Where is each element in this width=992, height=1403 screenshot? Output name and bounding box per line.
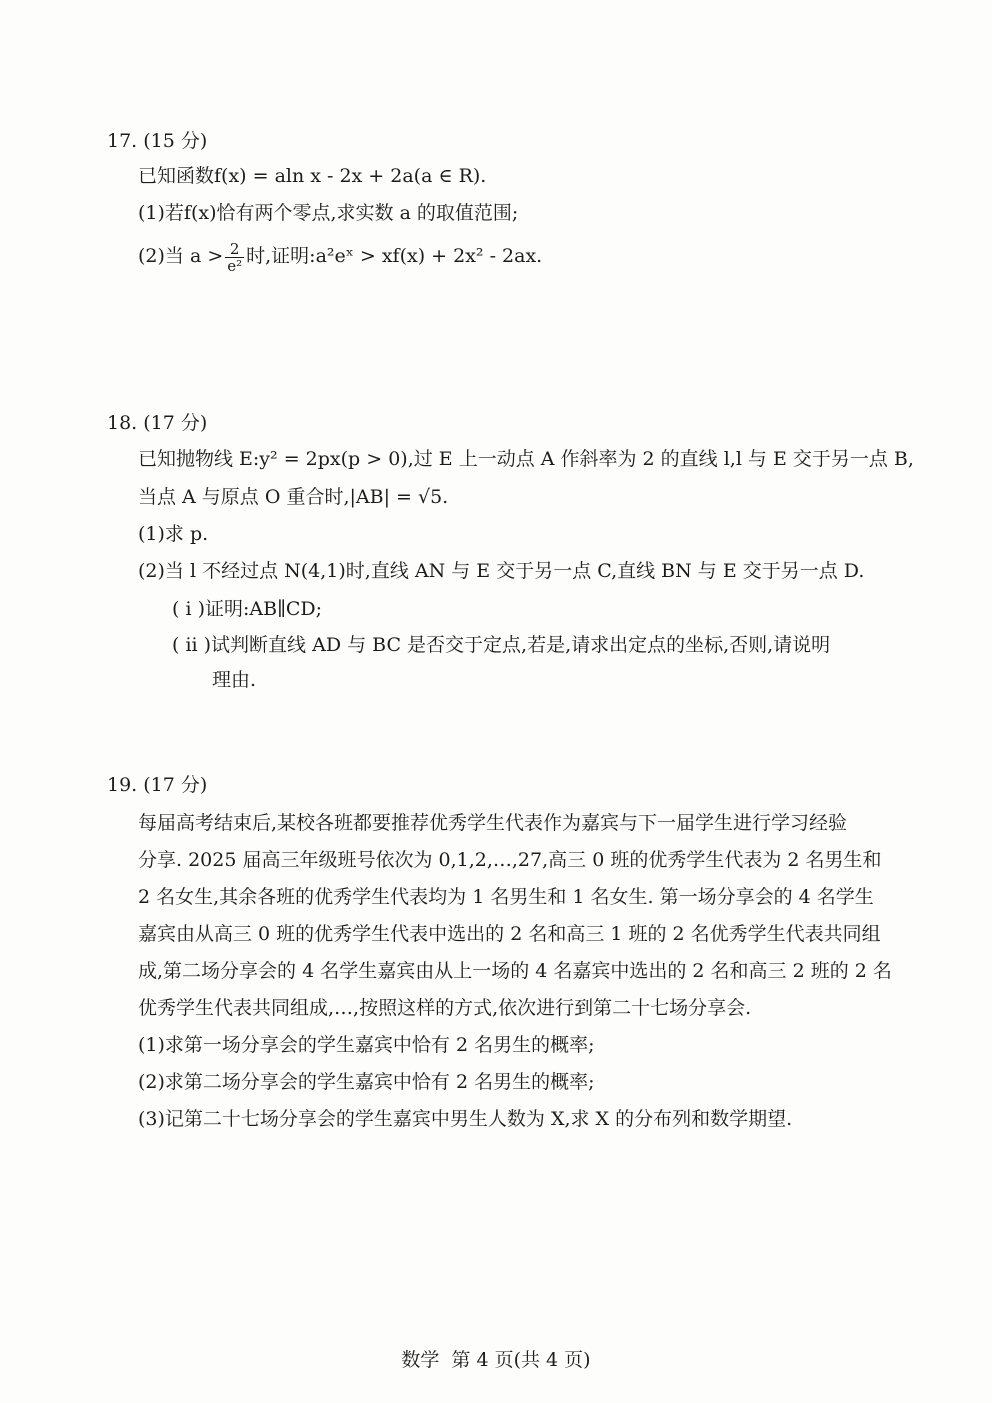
- q18-part2-i: ( i )证明:AB∥CD;: [172, 598, 323, 620]
- page-footer: [0, 1345, 992, 1372]
- q19-number: 19. (17 分): [107, 774, 208, 796]
- q19-stem-line: 成,第二场分享会的 4 名学生嘉宾由从上一场的 4 名嘉宾中选出的 2 名和高三 2 班的 2 名: [138, 960, 892, 982]
- q19-stem-line: 分享. 2025 届高三年级班号依次为 0,1,2,…,27,高三 0 班的优秀学生代表为 2 名男生和: [138, 849, 882, 871]
- q17-part2: [138, 240, 542, 274]
- q18-part2: (2)当 l 不经过点 N(4,1)时,直线 AN 与 E 交于另一点 C,直线 BN 与 E 交于另一点 D.: [138, 560, 865, 582]
- q19-part2: (2)求第二场分享会的学生嘉宾中恰有 2 名男生的概率;: [138, 1071, 595, 1093]
- fraction-denominator: e²: [227, 256, 243, 275]
- q18-stem-line2: 当点 A 与原点 O 重合时,|AB| = √5.: [138, 486, 449, 508]
- q18-part2-ii-line2: 理由.: [212, 669, 257, 691]
- q17-part2-suffix: 时,证明:a²eˣ > xf(x) + 2x² - 2ax.: [246, 245, 543, 267]
- footer-page-number: 第 4 页(共 4 页): [451, 1349, 591, 1371]
- footer-subject: 数学: [401, 1349, 440, 1371]
- q19-stem-line: 每届高考结束后,某校各班都要推荐优秀学生代表作为嘉宾与下一届学生进行学习经验: [138, 812, 848, 834]
- q19-part3: (3)记第二十七场分享会的学生嘉宾中男生人数为 X,求 X 的分布列和数学期望.: [138, 1108, 793, 1130]
- fraction-numerator: 2: [225, 241, 244, 258]
- q17-part2-prefix: (2)当 a >: [138, 245, 224, 267]
- q19-part1: (1)求第一场分享会的学生嘉宾中恰有 2 名男生的概率;: [138, 1034, 595, 1056]
- q18-number: 18. (17 分): [107, 412, 208, 434]
- q18-stem-line1: 已知抛物线 E:y² = 2px(p > 0),过 E 上一动点 A 作斜率为 2 的直线 l,l 与 E 交于另一点 B,: [138, 448, 914, 470]
- q17-part2-fraction: [225, 241, 244, 274]
- q17-part1: (1)若f(x)恰有两个零点,求实数 a 的取值范围;: [138, 202, 519, 224]
- q19-stem-line: 嘉宾由从高三 0 班的优秀学生代表中选出的 2 名和高三 1 班的 2 名优秀学生代表共同组: [138, 923, 881, 945]
- q18-part2-ii-line1: ( ii )试判断直线 AD 与 BC 是否交于定点,若是,请求出定点的坐标,否则,请说明: [172, 634, 831, 656]
- q17-stem: 已知函数f(x) = aln x - 2x + 2a(a ∈ R).: [138, 165, 487, 187]
- q19-stem-line: 2 名女生,其余各班的优秀学生代表均为 1 名男生和 1 名女生. 第一场分享会的 4 名学生: [138, 886, 874, 908]
- q18-part1: (1)求 p.: [138, 523, 209, 545]
- q17-number: 17. (15 分): [107, 130, 208, 152]
- q19-stem-line: 优秀学生代表共同组成,…,按照这样的方式,依次进行到第二十七场分享会.: [138, 997, 752, 1019]
